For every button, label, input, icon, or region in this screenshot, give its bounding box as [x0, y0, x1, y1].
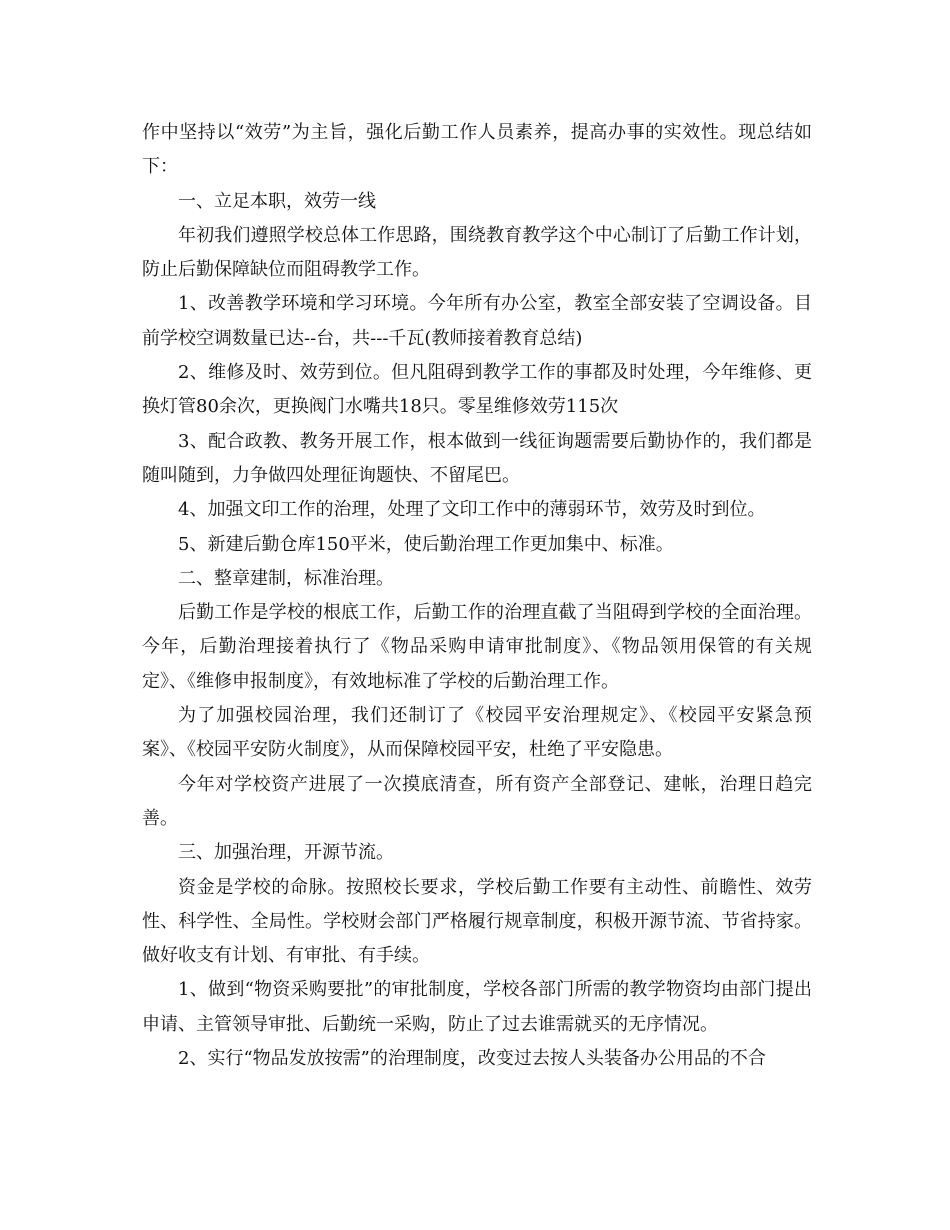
list-item-1: 1、改善教学环境和学习环境。今年所有办公室，教室全部安装了空调设备。目前学校空调数量已达--台，共---千瓦(教师接着教育总结) [142, 293, 812, 349]
paragraph: 年初我们遵照学校总体工作思路，围绕教育教学这个中心制订了后勤工作计划，防止后勤保障缺位而阻碍教学工作。 [142, 224, 812, 281]
paragraph: 为了加强校园治理，我们还制订了《校园平安治理规定》、《校园平安紧急预案》、《校园平安防火制度》，从而保障校园平安，杜绝了平安隐患。 [142, 705, 812, 761]
list-item-4: 4、加强文印工作的治理，处理了文印工作中的薄弱环节，效劳及时到位。 [178, 499, 766, 521]
list-item-2: 2、实行“物品发放按需”的治理制度，改变过去按人头装备办公用品的不合 [178, 1048, 766, 1070]
paragraph: 今年对学校资产进展了一次摸底清查，所有资产全部登记、建帐，治理日趋完善。 [142, 773, 812, 829]
list-item-5: 5、新建后勤仓库150平米，使后勤治理工作更加集中、标准。 [178, 533, 674, 555]
document-body [142, 116, 812, 1076]
paragraph-continuation: 作中坚持以“效劳”为主旨，强化后勤工作人员素养，提高办事的实效性。现总结如下： [142, 122, 812, 178]
paragraph: 后勤工作是学校的根底工作，后勤工作的治理直截了当阻碍到学校的全面治理。今年，后勤治理接着执行了《物品采购申请审批制度》、《物品领用保管的有关规定》、《维修申报制度》，有效地标准了学校的后勤治理工作。 [142, 602, 812, 692]
list-item-2: 2、维修及时、效劳到位。但凡阻碍到教学工作的事都及时处理，今年维修、更换灯管80余次，更换阀门水嘴共18只。零星维修效劳115次 [142, 362, 812, 418]
paragraph: 资金是学校的命脉。按照校长要求，学校后勤工作要有主动性、前瞻性、效劳性、科学性、全局性。学校财会部门严格履行规章制度，积极开源节流、节省持家。做好收支有计划、有审批、有手续。 [142, 876, 812, 967]
list-item-1: 1、做到“物资采购要批”的审批制度，学校各部门所需的教学物资均由部门提出申请、主管领导审批、后勤统一采购，防止了过去谁需就买的无序情况。 [142, 979, 812, 1035]
section-heading-2: 二、整章建制，标准治理。 [178, 567, 394, 589]
section-heading-1: 一、立足本职，效劳一线 [178, 190, 376, 212]
section-heading-3: 三、加强治理，开源节流。 [178, 842, 394, 864]
list-item-3: 3、配合政教、教务开展工作，根本做到一线征询题需要后勤协作的，我们都是随叫随到，力争做四处理征询题快、不留尾巴。 [142, 430, 812, 486]
